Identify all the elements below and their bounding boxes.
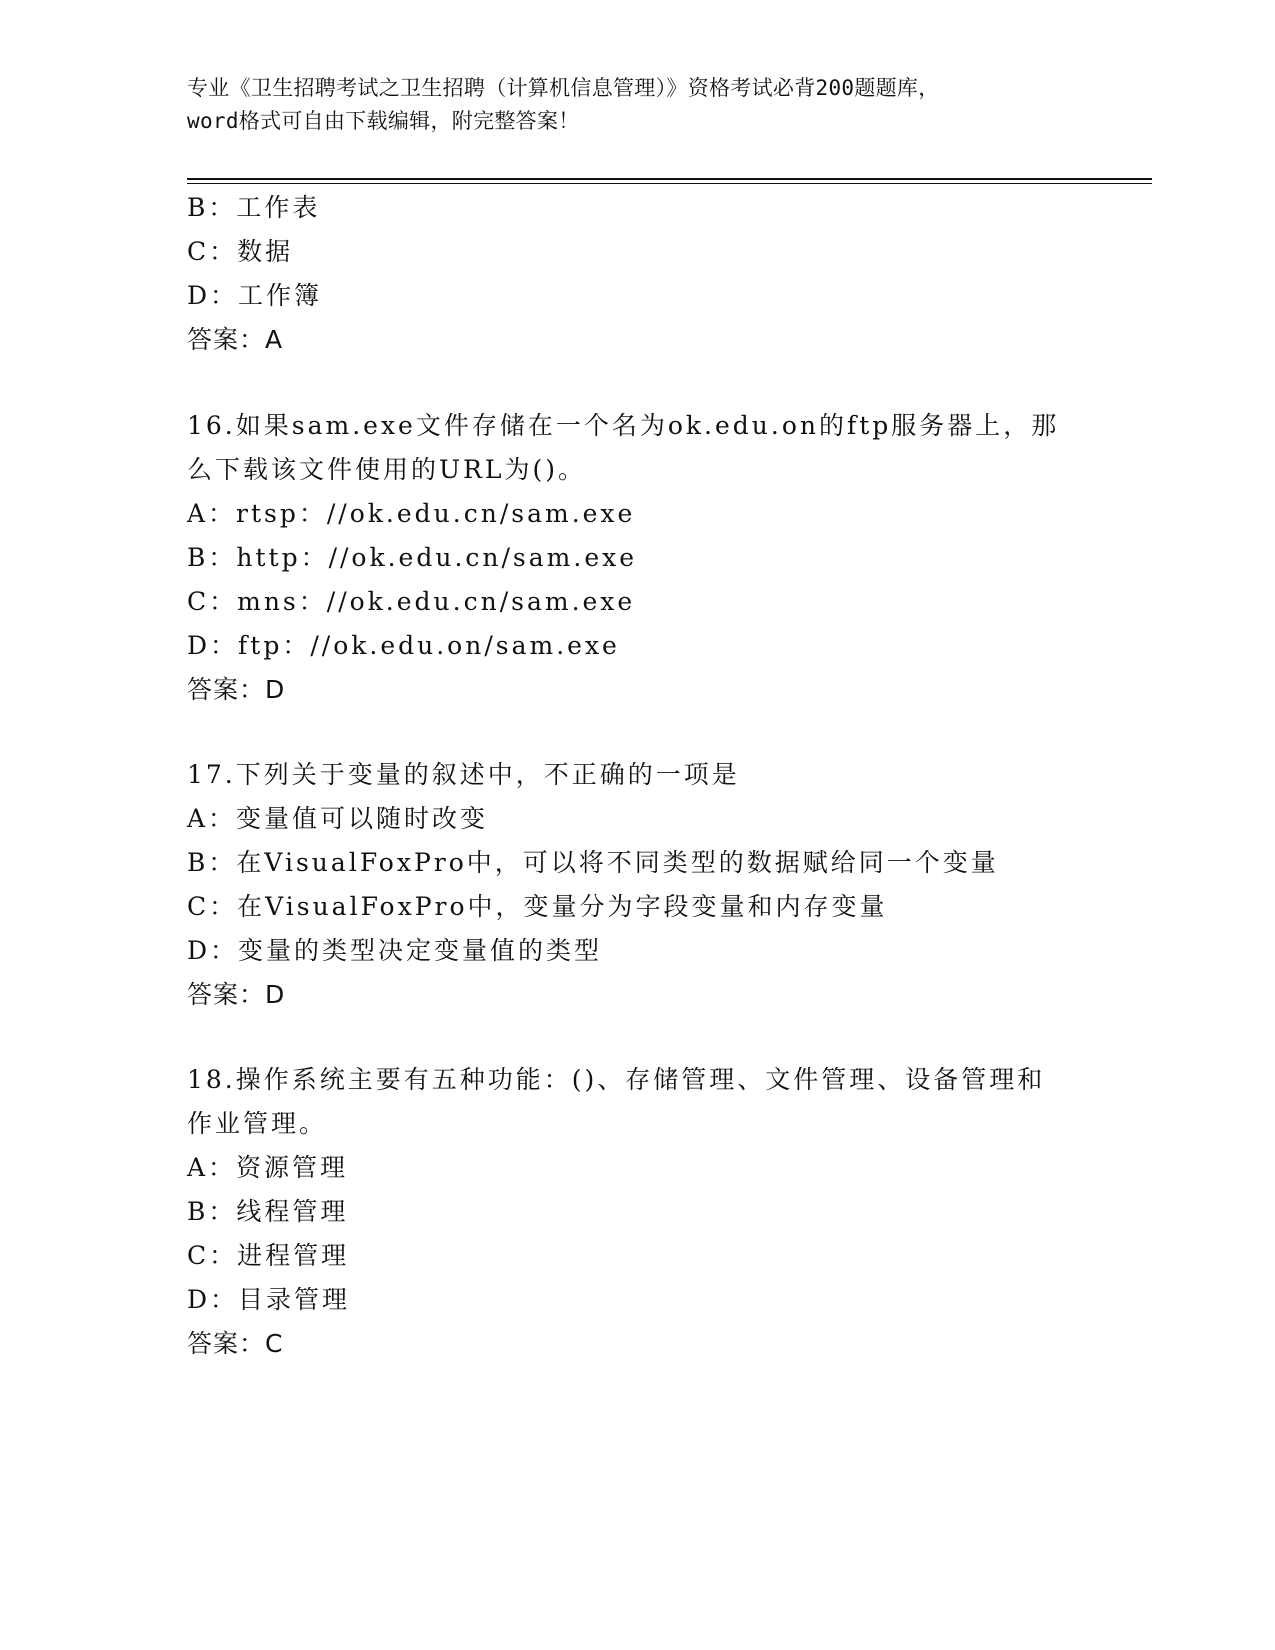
q17-option-b: B：在VisualFoxPro中，可以将不同类型的数据赋给同一个变量 xyxy=(187,848,999,877)
q15-option-d: D：工作簿 xyxy=(187,281,323,310)
q18-option-d: D：目录管理 xyxy=(187,1285,351,1314)
q18-option-b: B：线程管理 xyxy=(187,1197,349,1226)
q15-option-b: B：工作表 xyxy=(187,193,321,222)
q16-stem-line-1: 16.如果sam.exe文件存储在一个名为ok.edu.on的ftp服务器上，那 xyxy=(187,411,1060,440)
header-line-2: word格式可自由下载编辑，附完整答案！ xyxy=(187,109,580,133)
q17-answer: 答案：D xyxy=(187,980,286,1009)
document-header xyxy=(187,72,1077,138)
header-rule-thick xyxy=(187,178,1152,180)
q18-answer: 答案：C xyxy=(187,1329,284,1358)
q17-stem-line-1: 17.下列关于变量的叙述中，不正确的一项是 xyxy=(187,760,740,789)
q16-option-d: D：ftp：//ok.edu.on/sam.exe xyxy=(187,631,620,660)
q16-option-c: C：mns：//ok.edu.cn/sam.exe xyxy=(187,587,636,616)
q17-option-c: C：在VisualFoxPro中，变量分为字段变量和内存变量 xyxy=(187,892,888,921)
q15-answer: 答案：A xyxy=(187,325,284,354)
q16-stem-line-2: 么下载该文件使用的URL为()。 xyxy=(187,455,587,484)
q16-option-b: B：http：//ok.edu.cn/sam.exe xyxy=(187,543,638,572)
q18-stem-line-2: 作业管理。 xyxy=(187,1109,328,1138)
q15-option-c: C：数据 xyxy=(187,237,294,266)
q17-option-a: A：变量值可以随时改变 xyxy=(187,804,489,833)
q17-option-d: D：变量的类型决定变量值的类型 xyxy=(187,936,603,965)
q16-option-a: A：rtsp：//ok.edu.cn/sam.exe xyxy=(187,499,636,528)
header-rule-thin xyxy=(187,183,1152,184)
header-line-1: 专业《卫生招聘考试之卫生招聘（计算机信息管理）》资格考试必背200题题库， xyxy=(187,76,940,100)
q18-stem-line-1: 18.操作系统主要有五种功能：()、存储管理、文件管理、设备管理和 xyxy=(187,1065,1046,1094)
q18-option-c: C：进程管理 xyxy=(187,1241,350,1270)
q16-answer: 答案：D xyxy=(187,675,286,704)
q18-option-a: A：资源管理 xyxy=(187,1153,349,1182)
